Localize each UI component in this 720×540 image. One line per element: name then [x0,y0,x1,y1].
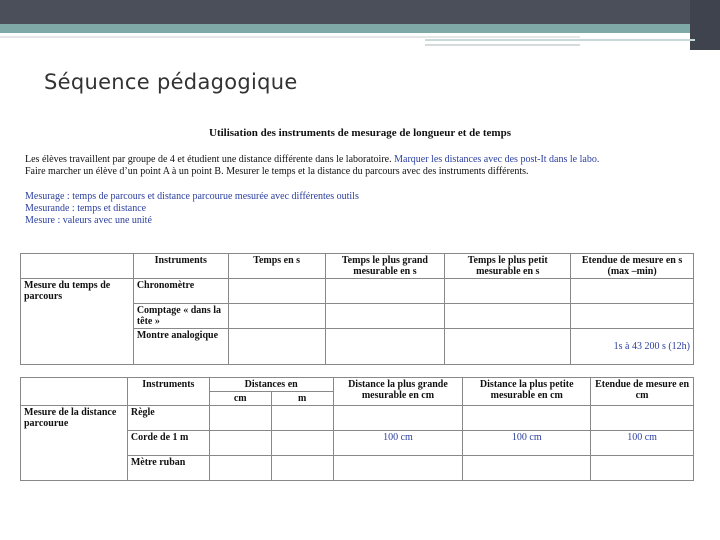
table1-header-etendue: Etendue de mesure en s (max –min) [571,254,694,279]
table-row [21,279,694,304]
paragraph-1-highlight: Marquer les distances avec des post-It dans le labo. [394,154,600,165]
table1-cell [571,279,694,304]
header-band-corner [690,0,720,50]
distance-measurement-table [20,377,694,481]
header-rule-3 [425,44,580,46]
table2-row-label: Mesure de la distance parcourue [21,406,128,481]
table2-header-etendue: Etendue de mesure en cm [591,378,694,406]
table2-cell [591,456,694,481]
table1-cell [445,329,571,365]
table2-cell [271,456,333,481]
table2-subheader-cm: cm [209,392,271,406]
table1-cell [571,304,694,329]
table1-header-instruments: Instruments [133,254,228,279]
definition-mesurage: Mesurage : temps de parcours et distance parcourue mesurée avec différentes outils [25,191,359,202]
table1-instrument-chronometre: Chronomètre [133,279,228,304]
paragraph-1 [25,154,599,166]
table2-corde-etendue: 100 cm [591,431,694,456]
table2-subheader-m: m [271,392,333,406]
table2-header-row [21,378,694,392]
paragraph-1-text: Les élèves travaillent par groupe de 4 et étudient une distance différente dans le laboratoire. [25,154,395,165]
table1-cell [325,279,445,304]
table2-cell [333,406,463,431]
table1-header-temps-max: Temps le plus grand mesurable en s [325,254,445,279]
table1-cell [445,279,571,304]
table2-cell [209,431,271,456]
table1-cell [228,304,325,329]
table2-cell [463,406,591,431]
table1-corner-cell [21,254,134,279]
table2-cell [209,406,271,431]
table1-header-temps: Temps en s [228,254,325,279]
table1-cell [228,329,325,365]
table2-header-distance-min: Distance la plus petite mesurable en cm [463,378,591,406]
table2-corde-max: 100 cm [333,431,463,456]
slide-title: Séquence pédagogique [44,70,298,94]
table1-instrument-montre: Montre analogique [133,329,228,365]
table1-header-row [21,254,694,279]
table2-cell [271,431,333,456]
table1-cell [445,304,571,329]
definition-mesurande: Mesurande : temps et distance [25,203,147,214]
table1-header-temps-min: Temps le plus petit mesurable en s [445,254,571,279]
paragraph-2: Faire marcher un élève d’un point A à un point B. Mesurer le temps et la distance du parcours avec des instruments différents. [25,166,529,177]
table2-instrument-corde: Corde de 1 m [127,431,209,456]
definition-mesure: Mesure : valeurs avec une unité [25,215,152,226]
time-measurement-table [20,253,694,365]
table2-cell [333,456,463,481]
header-rule-2 [425,39,695,41]
table2-instrument-regle: Règle [127,406,209,431]
table2-corde-min: 100 cm [463,431,591,456]
document-title: Utilisation des instruments de mesurage de longueur et de temps [209,127,511,139]
table1-cell [228,279,325,304]
table1-cell [325,304,445,329]
table-row [21,406,694,431]
header-band-teal [0,24,720,33]
table2-cell [463,456,591,481]
table1-montre-etendue: 1s à 43 200 s (12h) [571,329,694,365]
table2-header-distances: Distances en [209,378,333,392]
table1-instrument-comptage: Comptage « dans la tête » [133,304,228,329]
table1-cell [325,329,445,365]
table2-instrument-metre-ruban: Mètre ruban [127,456,209,481]
header-rule-1 [0,36,580,38]
table2-header-distance-max: Distance la plus grande mesurable en cm [333,378,463,406]
table1-row-label: Mesure du temps de parcours [21,279,134,365]
header-band-dark [0,0,720,24]
table2-header-instruments: Instruments [127,378,209,406]
table2-cell [591,406,694,431]
table2-corner-cell [21,378,128,406]
table2-cell [209,456,271,481]
table2-cell [271,406,333,431]
